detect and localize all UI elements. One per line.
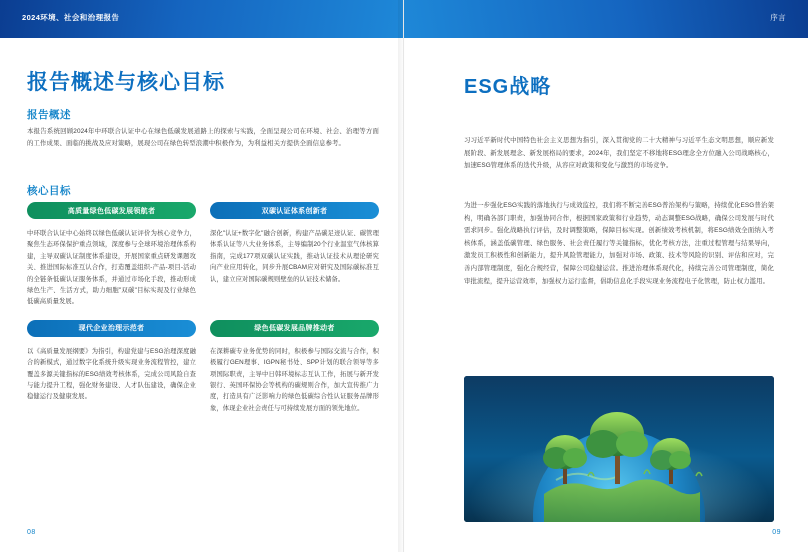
right-page: [404, 0, 808, 552]
left-page-number: 08: [27, 529, 36, 536]
earth-illustration-svg: [464, 376, 774, 522]
goal-body-text: 深化"认证+数字化"融合创新，构建产品碳足迹认证、碳管理体系认证等八大业务体系，主导编制20个行业温室气体核算指南，完成177项双碳认证实践，推动认证技术从理论研究向产业应用转化，同步升展CBAM应对研究及国际碳标准互认，建立应对国际碳规则壁垒的认证技术储备。: [210, 230, 379, 283]
goal-card: [210, 202, 379, 308]
right-page-header-bar: [404, 0, 808, 38]
goal-pill-label: 现代企业治理示范者: [27, 320, 196, 337]
goal-card: [210, 320, 379, 414]
goal-pill-label: 双碳认证体系创新者: [210, 202, 379, 219]
right-page-header-title: 序言: [770, 13, 786, 22]
right-page-number: 09: [772, 529, 781, 536]
esg-strategy-title: ESG战略: [464, 76, 552, 98]
esg-paragraph-2: 为进一步强化ESG实践的落地执行与成效监控，我们将不断完善ESG普治架构与策略，持续优化ESG普治架构，明确各部门职责，加强协同合作，根据国家政策和行业趋势，动态调整ESG战略，确保公司发展与时代需求同步。强化战略执行评估，及时调整策略，保障目标实现。创新绩效考核机制，将ESG绩效全面纳入考核体系，涵盖低碳管理、绿色服务、社会责任履行等关键指标，优化考核方法，注重过程管理与结果导向，激发员工积极性和创新能力，提升风险管理能力，加强对市场、政策、技术等风险的识别、评估和应对，完善内部管理制度，强化合规经营，保障公司稳健运营。推进治理体系现代化，持续完善公司管理制度，简化审批流程，提升运营效率，加强权力运行监督，倡助信息化手段实现业务流程电子化管理，防止权力滥用。: [464, 202, 774, 285]
section-heading-overview: 报告概述: [27, 109, 71, 121]
earth-with-trees-illustration: [464, 376, 774, 522]
goal-card: [27, 320, 196, 414]
goal-pill-label: 绿色低碳发展品牌推动者: [210, 320, 379, 337]
section-heading-goals: 核心目标: [27, 185, 71, 197]
goal-card: [27, 202, 196, 308]
goal-body-text: 中环联合认证中心始终以绿色低碳认证评价为核心竞争力，聚焦生态环保保护重点领域，深度参与全球环境治理体系构建，主导双碳认证制度体系建设，开展国家重点研发课题攻关、推进国际标准互认合作，打造覆盖组织-产品-项目-活动的全链条低碳认证服务体系，并通过市场化手段，推动形成绿色生产、生活方式，助力细胞"双碳"目标实现及行业绿色低碳高质量发展。: [27, 230, 196, 306]
goal-body-text: 在深耕碳专业务优势的同时，积极参与国际交流与合作，积极履行GEN理事、IGPN秘书处、SPP计划的联合领导等多项国际职责，主导中日韩环境标志互认工作，拓展与新开发银行、英国环保协会等机构的碳规则合作，加大宣传推广力度，打造具有广泛影响力的绿色低碳综合性认证服务品牌形象，体现企业社会责任与可持续发展方面的领先地位。: [210, 347, 379, 412]
esg-paragraph-1: 习习近平新时代中国特色社会主义思想为指引，深入贯彻党的二十大精神与习近平生态文明思想，顺应新发展阶段、新发展理念、新发展格局的要求，2024年，我们坚定不移地将ESG理念全方位融入公司战略核心，加速ESG管理体系的迭代升级，从容应对政策和变化与激烈的市场竞争。: [464, 137, 774, 170]
goal-pill-label: 高质量绿色低碳发展领航者: [27, 202, 196, 219]
goal-card-grid: [27, 202, 379, 414]
section-overview-text: 本报告系统回顾2024年中环联合认证中心在绿色低碳发展道路上的探索与实践，全面呈现公司在环境、社会、治理等方面的工作成果、面临的挑战及应对策略，展现公司在绿色转型浪潮中积极作为，为利益相关方提供全面信息参考。: [27, 128, 379, 147]
page-title: 报告概述与核心目标: [27, 71, 225, 94]
left-page-header-title: 2024环境、社会和治理报告: [22, 13, 120, 22]
goal-body-text: 以《高质量发展纲要》为指引，构建党建与ESG治理深度融合的新模式，通过数字化系统升级实现业务流程管控，建立覆盖多源关键指标的ESG绩效考核体系，完成公司风险自查与能力提升工程，强化财务建设、人才队伍建设，确保企业稳健运行及健康发展。: [27, 347, 196, 401]
